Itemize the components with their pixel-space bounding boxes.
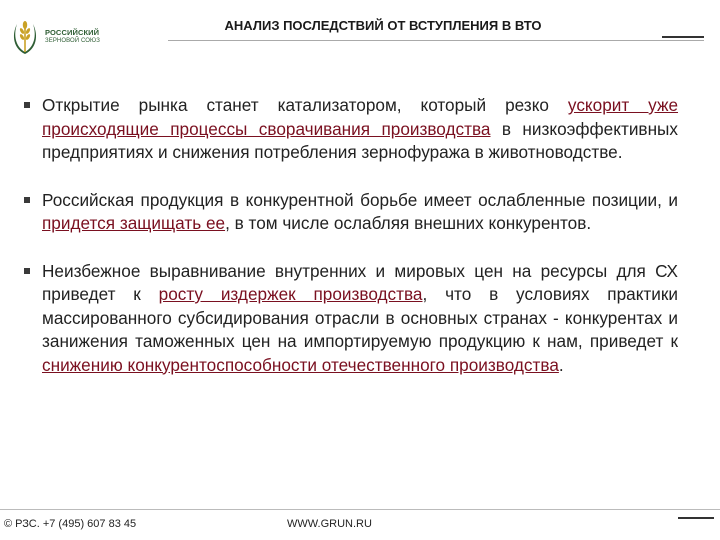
logo-line-1: РОССИЙСКИЙ [45, 28, 100, 37]
bullet-2-part-3: , в том числе ослабляя внешних конкурентов. [225, 213, 592, 233]
bullet-3-highlight-1: росту издержек производства [158, 284, 423, 304]
header-divider [168, 40, 704, 41]
wheat-logo-icon [8, 16, 42, 56]
header-divider-accent [662, 36, 704, 38]
bullet-2-highlight-1: придется защищать ее [42, 213, 226, 233]
square-bullet-icon [24, 102, 30, 108]
bullet-text-3 [42, 260, 678, 378]
bullet-3-part-1: Неизбежное выравнивание внутренних и мировых цен на ресурсы для СХ приведет к [42, 260, 678, 304]
bullet-1-part-3: в низкоэффективных предприятиях и снижения потребления зернофуража в животноводстве. [42, 118, 679, 162]
bullet-item-2 [22, 189, 678, 236]
footer-copyright: © РЗС. +7 (495) 607 83 45 [4, 518, 137, 530]
logo-line-2: ЗЕРНОВОЙ СОЮЗ [45, 38, 100, 44]
footer-divider [0, 509, 720, 510]
footer-website: WWW.GRUN.RU [287, 518, 372, 530]
bullet-text-2 [42, 189, 678, 236]
bullet-3-part-5: . [558, 354, 564, 375]
logo-text [45, 28, 100, 46]
bullet-1-part-1: Открытие рынка станет катализатором, который резко [42, 95, 568, 115]
bullet-text-1 [42, 94, 678, 165]
logo [8, 16, 138, 56]
bullet-item-3 [22, 260, 678, 378]
footer-divider-accent [678, 517, 714, 519]
bullet-1-highlight-1: ускорит уже происходящие процессы сворачивания производства [42, 95, 679, 139]
square-bullet-icon [24, 197, 30, 203]
bullet-item-1 [22, 94, 678, 165]
bullet-list [22, 94, 678, 401]
bullet-3-highlight-2: снижению конкурентоспособности отечественного производства [42, 354, 559, 375]
square-bullet-icon [24, 268, 30, 274]
bullet-3-part-3: , что в условиях практики массированного субсидирования отрасли в основных странах - конкурентах и занижения таможенных цен на импортируемую продукцию к нам, приведет к [42, 284, 679, 351]
bullet-2-part-1: Российская продукция в конкурентной борьбе имеет ослабленные позиции, и [42, 189, 678, 210]
page-title: АНАЛИЗ ПОСЛЕДСТВИЙ ОТ ВСТУПЛЕНИЯ В ВТО [224, 18, 542, 33]
